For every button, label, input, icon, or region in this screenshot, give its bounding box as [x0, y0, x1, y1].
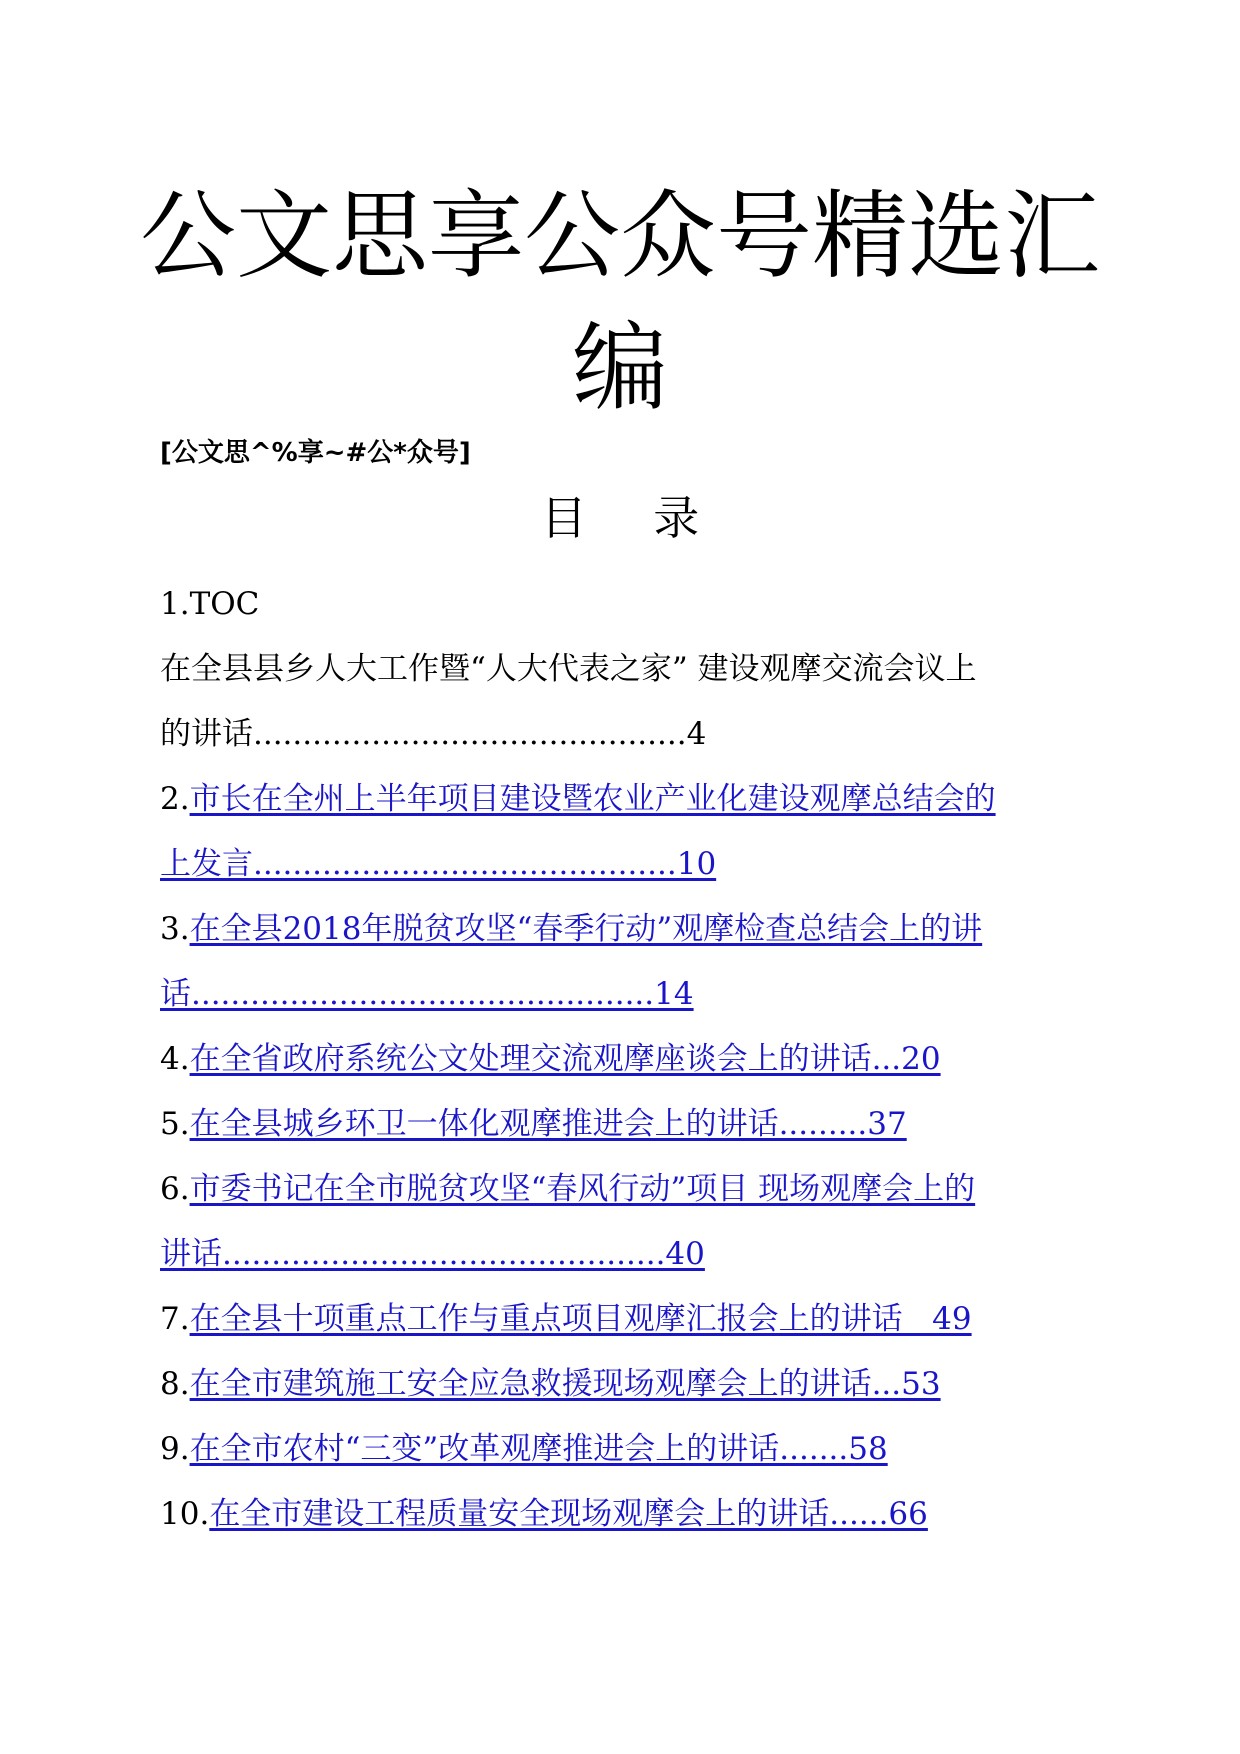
- toc-entry-5-number: 5.: [160, 1106, 190, 1142]
- toc-entry-3-link[interactable]: 在全县2018年脱贫攻坚“春季行动”观摩检查总结会上的讲: [189, 911, 983, 947]
- toc-entry-1-text-cont: 的讲话............................................4: [160, 716, 707, 752]
- toc-entry-2-number: 2.: [160, 781, 190, 817]
- source-tag: [公文思^%享~#公*众号]: [160, 438, 471, 468]
- toc-entry-6-link-cont[interactable]: 讲话.............................................40: [160, 1236, 705, 1272]
- toc-entry-9-number: 9.: [160, 1431, 190, 1467]
- toc-heading: 目 录: [540, 491, 726, 545]
- toc-entry-3[interactable]: [160, 897, 1092, 1027]
- toc-entry-8-link[interactable]: 在全市建筑施工安全应急救援现场观摩会上的讲话...53: [189, 1366, 941, 1402]
- toc-entry-8[interactable]: [160, 1352, 1092, 1417]
- toc-marker: 1.TOC: [160, 586, 260, 622]
- toc-entry-2[interactable]: [160, 767, 1092, 897]
- toc-entry-3-number: 3.: [160, 911, 190, 947]
- toc-entry-10-link[interactable]: 在全市建设工程质量安全现场观摩会上的讲话......66: [209, 1496, 928, 1532]
- toc-entry-3-link-cont[interactable]: 话...............................................14: [160, 976, 694, 1012]
- toc-entry-1[interactable]: [160, 637, 1092, 767]
- toc-entry-5-link[interactable]: 在全县城乡环卫一体化观摩推进会上的讲话.........37: [189, 1106, 907, 1142]
- toc-entry-7-link[interactable]: 在全县十项重点工作与重点项目观摩汇报会上的讲话 49: [189, 1301, 972, 1337]
- toc-entry-10-number: 10.: [160, 1496, 210, 1532]
- toc-entry-2-link-cont[interactable]: 上发言...........................................10: [160, 846, 717, 882]
- toc-entry-7-number: 7.: [160, 1301, 190, 1337]
- toc-entry-5[interactable]: [160, 1092, 1092, 1157]
- document-title-line-1: 公文思享公众号精选汇: [140, 180, 1100, 292]
- toc-entry-9[interactable]: [160, 1417, 1092, 1482]
- toc-entry-10[interactable]: [160, 1482, 1092, 1547]
- toc-entry-6-link[interactable]: 市委书记在全市脱贫攻坚“春风行动”项目 现场观摩会上的: [189, 1171, 976, 1207]
- toc-entry-2-link[interactable]: 市长在全州上半年项目建设暨农业产业化建设观摩总结会的: [189, 781, 996, 817]
- toc-entry-4-number: 4.: [160, 1041, 190, 1077]
- toc-entry-4-link[interactable]: 在全省政府系统公文处理交流观摩座谈会上的讲话...20: [189, 1041, 941, 1077]
- toc-entry-8-number: 8.: [160, 1366, 190, 1402]
- toc-entry-9-link[interactable]: 在全市农村“三变”改革观摩推进会上的讲话.......58: [189, 1431, 888, 1467]
- document-title: [0, 170, 1240, 434]
- toc-entry-7[interactable]: [160, 1287, 1092, 1352]
- toc-entry-4[interactable]: [160, 1027, 1092, 1092]
- document-title-line-2: 编: [572, 312, 668, 424]
- toc-entry-6-number: 6.: [160, 1171, 190, 1207]
- toc-entry-6[interactable]: [160, 1157, 1092, 1287]
- toc-entry-1-text: 在全县县乡人大工作暨“人大代表之家” 建设观摩交流会议上: [160, 651, 977, 687]
- table-of-contents: [160, 572, 1092, 1547]
